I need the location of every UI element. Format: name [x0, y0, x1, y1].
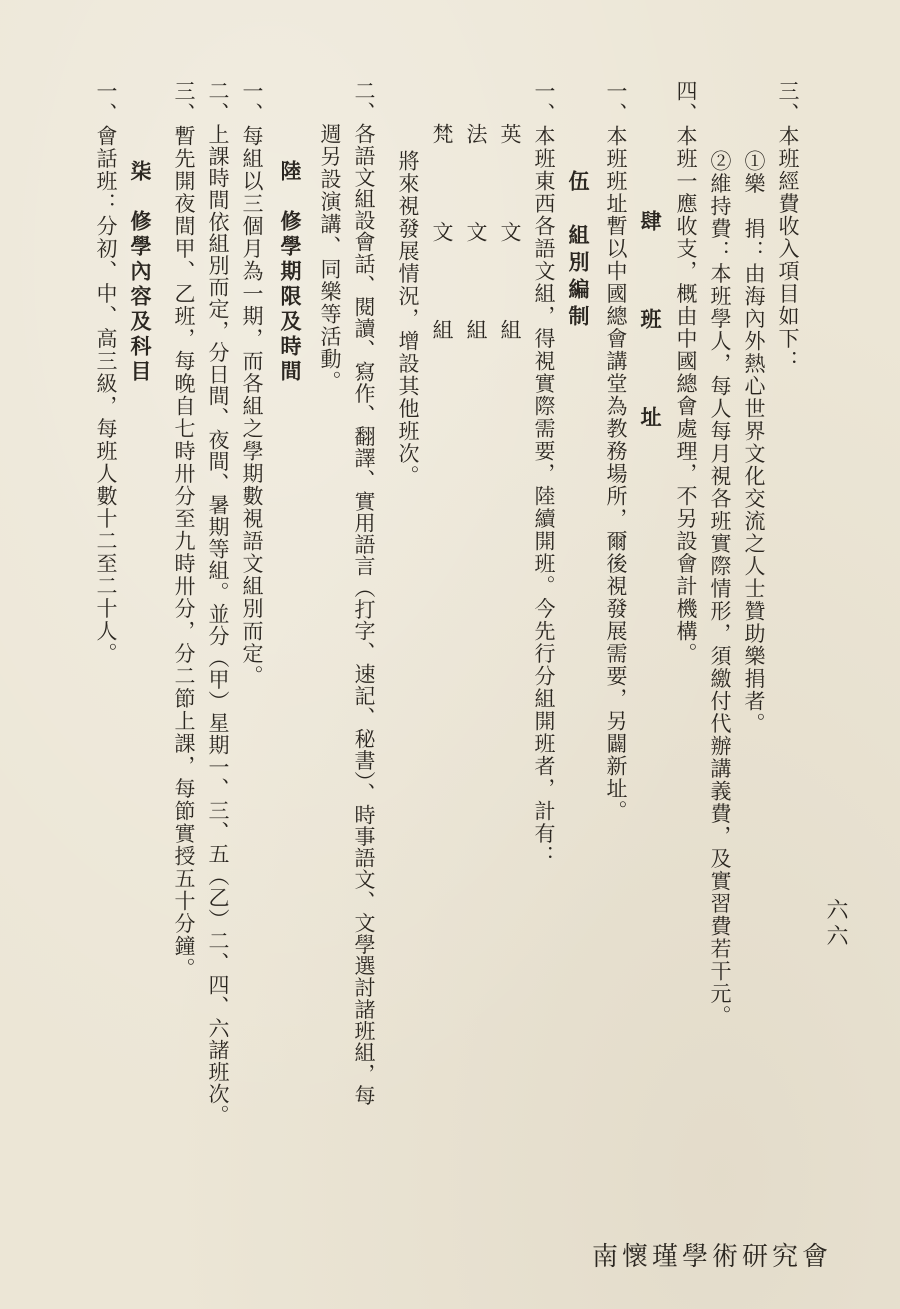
- section-heading-4: 肆 班 址: [638, 210, 663, 455]
- text-column-5: 一、本班班址暫以中國總會講堂為教務場所，爾後視發展需要，另闢新址。: [604, 80, 628, 823]
- language-group-french: 法 文 組: [464, 123, 488, 368]
- text-column-9: 週另設演講、同樂等活動。: [318, 123, 342, 393]
- text-column-2: ①樂 捐：由海內外熱心世界文化交流之人士贊助樂捐者。: [742, 150, 766, 735]
- section-heading-6: 陸 修學期限及時間: [278, 160, 303, 385]
- text-column-7: 將來視發展情況，增設其他班次。: [396, 150, 420, 488]
- language-group-sanskrit: 梵 文 組: [430, 123, 454, 368]
- text-column-10: 一、每組以三個月為一期，而各組之學期數視語文組別而定。: [240, 80, 264, 688]
- publisher-footer: 南懷瑾學術研究會: [592, 1242, 833, 1272]
- language-group-english: 英 文 組: [498, 123, 522, 368]
- page-number: 六六: [823, 898, 848, 950]
- text-column-4: 四、本班一應收支，概由中國總會處理，不另設會計機構。: [674, 80, 698, 665]
- text-column-13: 一、會話班：分初、中、高三級，每班人數十二至二十人。: [94, 80, 118, 665]
- text-column-3: ②維持費：本班學人，每人每月視各班實際情形，須繳付代辦講義費，及實習費若干元。: [708, 150, 732, 1028]
- text-column-12: 三、暫先開夜間甲、乙班，每晚自七時卅分至九時卅分，分二節上課，每節實授五十分鐘。: [172, 80, 196, 980]
- section-heading-5: 伍 組別編制: [566, 170, 591, 332]
- text-column-11: 二、上課時間依組別而定，分日間、夜間、暑期等組。並分（甲）星期一、三、五（乙）二、四、六諸班次。: [206, 80, 230, 1127]
- text-column-8: 二、各語文組設會話、閱讀、寫作、翻譯、實用語言（打字、速記、秘書）、時事語文、文學選討諸班組，每: [352, 80, 376, 1107]
- section-heading-7: 柒 修學內容及科目: [128, 160, 153, 385]
- text-column-1: 三、本班經費收入項目如下：: [776, 80, 800, 373]
- text-column-6: 一、本班東西各語文組，得視實際需要，陸續開班。今先行分組開班者，計有：: [532, 80, 556, 868]
